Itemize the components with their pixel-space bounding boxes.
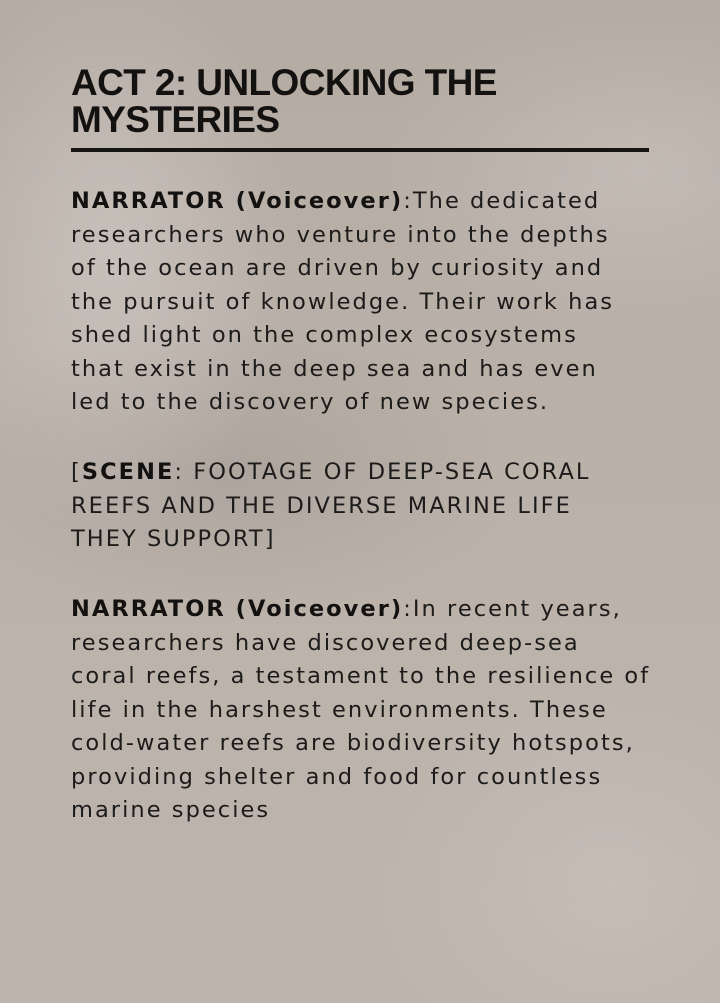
scene-label: SCENE <box>81 459 175 485</box>
speaker-label: NARRATOR (Voiceover) <box>71 596 404 622</box>
act-title: ACT 2: UNLOCKING THE MYSTERIES <box>71 62 497 140</box>
narration-block-2 <box>71 593 671 828</box>
scene-text: : FOOTAGE OF DEEP-SEA CORAL REEFS AND THE DIVERSE MARINE LIFE THEY SUPPORT] <box>71 459 591 552</box>
speaker-separator: : <box>403 188 413 214</box>
speaker-separator: : <box>403 596 413 622</box>
script-page <box>71 62 651 823</box>
scene-open-bracket: [ <box>71 459 82 485</box>
scene-direction <box>71 456 671 557</box>
narration-text: In recent years, researchers have discovered deep-sea coral reefs, a testament to the resilience of life in the harshest environments. These cold-water reefs are biodiversity hotspots, providing shelter and food for countless marine species <box>71 596 651 823</box>
speaker-label: NARRATOR (Voiceover) <box>71 188 404 214</box>
narration-block-1 <box>71 185 671 420</box>
title-underline <box>71 148 649 152</box>
narration-text: The dedicated researchers who venture into the depths of the ocean are driven by curiosity and the pursuit of knowledge. Their work has shed light on the complex ecosystems that exist in the deep sea and has even led to the discovery of new species. <box>71 188 615 415</box>
